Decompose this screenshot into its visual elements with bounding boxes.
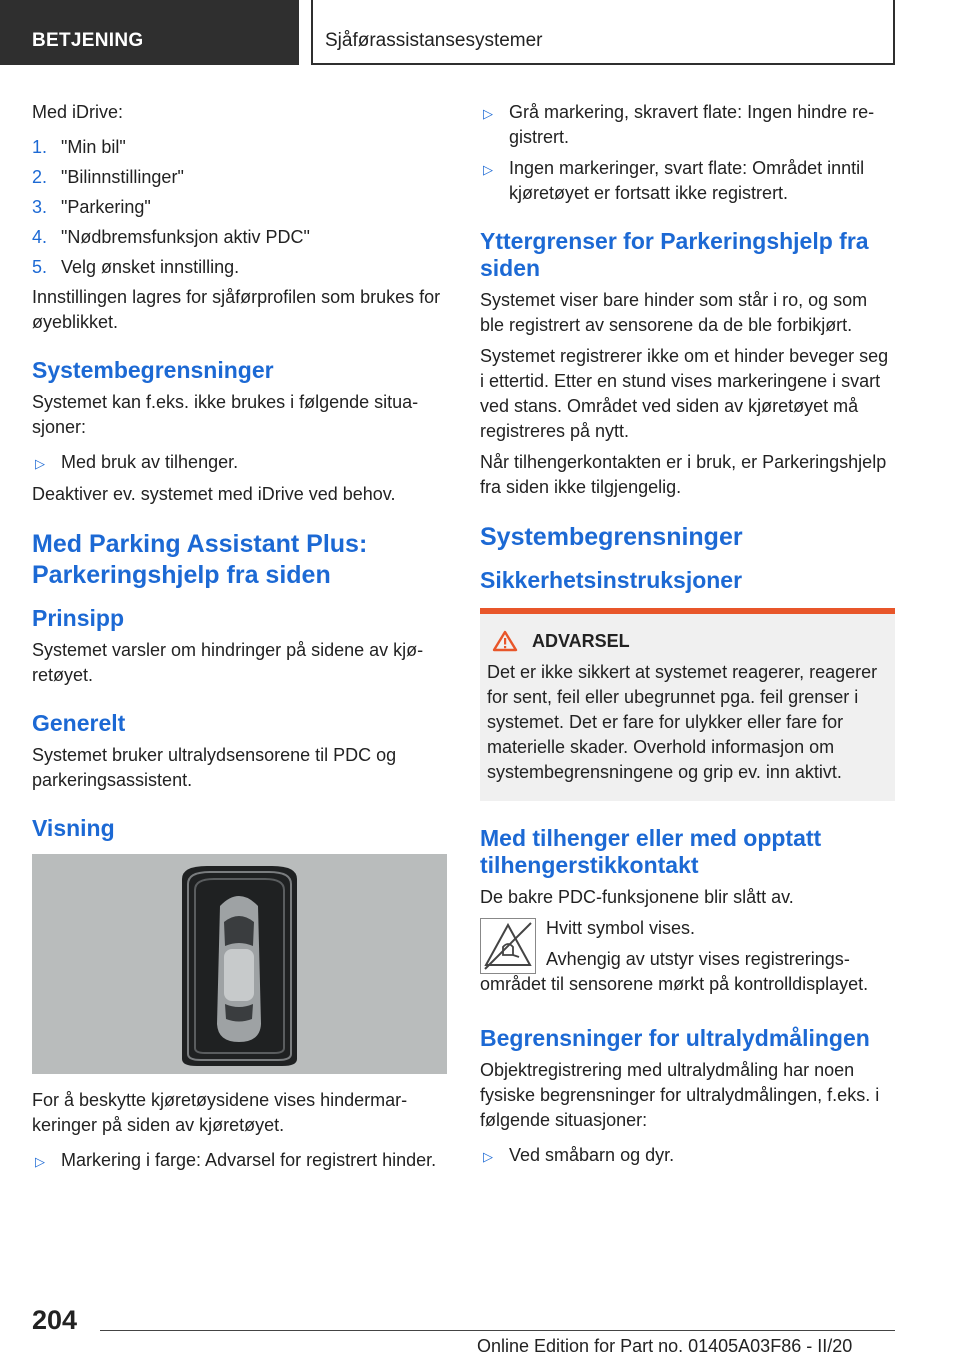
triangle-right-icon: ▷ (483, 162, 493, 177)
list-item: 1. "Min bil" (32, 137, 126, 157)
chapter-tab (311, 0, 895, 65)
heading-tilhenger: Med tilhenger eller med opptatt tilhengerstikkontakt (480, 825, 822, 878)
heading-yttergrenser: Yttergrenser for Parkeringshjelp fra siden (480, 228, 869, 281)
visning-text: For å beskytte kjøretøysidene vises hindermarkeringer på siden av kjøretøyet. (32, 1090, 408, 1135)
ytter-text-3: Når tilhengerkontakten er i bruk, er Parkeringshjelp fra siden ikke tilgjengelig. (480, 452, 887, 497)
list-item: ▷ Markering i farge: Advarsel for registrert hinder. (32, 1148, 447, 1174)
warning-header (487, 630, 887, 652)
left-column (32, 100, 447, 1180)
prinsipp-text: Systemet varsler om hindringer på sidene av kjøretøyet. (32, 640, 424, 685)
list-item: 3. "Parkering" (32, 197, 151, 217)
list-item: ▷ Ingen markeringer, svart flate: Området inntil kjøretøyet er fortsatt ikke registrert. (480, 156, 895, 206)
symbol-row (480, 916, 895, 1003)
triangle-right-icon: ▷ (35, 1154, 45, 1169)
symbol-text-2: Avhengig av utstyr vises registreringsområdet til sensorene mørkt på kontrolldisplayet. (480, 949, 869, 994)
page-number: 204 (32, 1305, 78, 1335)
ytter-text-2: Systemet registrerer ikke om et hinder beveger seg i ettertid. Etter en stund vises markeringene i svart ved stans. Området ved siden av kjøretøyet må registreres på nytt. (480, 346, 889, 441)
triangle-right-icon: ▷ (483, 106, 493, 121)
list-item: ▷ Med bruk av tilhenger. (32, 450, 447, 476)
right-column (480, 100, 895, 1175)
list-item: 5. Velg ønsket innstilling. (32, 257, 240, 277)
symbol-text-1: Hvitt symbol vises. (546, 918, 696, 938)
warning-title: ADVARSEL (532, 630, 630, 651)
warning-text: Det er ikke sikkert at systemet reagerer, reagerer for sent, feil eller ubegrunnet pga. feil grenser i systemet. Det er fare for ulykker eller fare for materielle skader. Overhold informasjon om systembegrensningene og grip ev. inn aktivt. (487, 662, 878, 782)
saved-note: Innstillingen lagres for sjåførprofilen som brukes for øyeblikket. (32, 287, 441, 332)
heading-generelt: Generelt (32, 710, 126, 736)
section-tab (0, 0, 299, 65)
triangle-right-icon: ▷ (483, 1149, 493, 1164)
edition-text: Online Edition for Part no. 01405A03F86 - II/20 (477, 1336, 853, 1356)
deactivate-text: Deaktiver ev. systemet med iDrive ved behov. (32, 484, 396, 504)
heading-prinsipp: Prinsipp (32, 605, 125, 631)
heading-parking-assistant: Med Parking Assistant Plus: Parkeringshjelp fra siden (32, 530, 368, 589)
side-parking-display-image (32, 854, 447, 1074)
heading-sikkerhetsinstruksjoner: Sikkerhetsinstruksjoner (480, 567, 743, 593)
sysbeg-text: Systemet kan f.eks. ikke brukes i følgende situasjoner: (32, 392, 419, 437)
section-title: BETJENING (32, 30, 144, 51)
intro-text: Med iDrive: (32, 102, 124, 122)
triangle-right-icon: ▷ (35, 456, 45, 471)
list-item: ▷ Ved småbarn og dyr. (480, 1143, 895, 1169)
generelt-text: Systemet bruker ultralydsensorene til PDC og parkeringsassistent. (32, 745, 397, 790)
list-item: ▷ Grå markering, skravert flate: Ingen hindre registrert. (480, 100, 895, 150)
heading-visning: Visning (32, 815, 115, 841)
begr-text: Objektregistrering med ultralydmåling har noen fysiske begrensninger for ultralydmålingen, f.eks. i følgende situasjoner: (480, 1060, 880, 1130)
ytter-text-1: Systemet viser bare hinder som står i ro, og som ble registrert av sensorene da de ble forbikjørt. (480, 290, 868, 335)
list-item: 2. "Bilinnstillinger" (32, 167, 184, 187)
footer-divider (100, 1330, 895, 1331)
heading-begrensninger: Begrensninger for ultralydmålingen (480, 1025, 870, 1051)
warning-triangle-icon (492, 630, 518, 652)
warning-box (480, 614, 895, 801)
list-item: 4. "Nødbremsfunksjon aktiv PDC" (32, 227, 310, 247)
chapter-title: Sjåførassistansesystemer (325, 30, 543, 51)
symbol-description (480, 916, 895, 1003)
tilhenger-text: De bakre PDC-funksjonene blir slått av. (480, 887, 794, 907)
heading-systembegrensninger: Systembegrensninger (32, 357, 274, 383)
heading-systembegrensninger-right: Systembegrensninger (480, 523, 743, 551)
